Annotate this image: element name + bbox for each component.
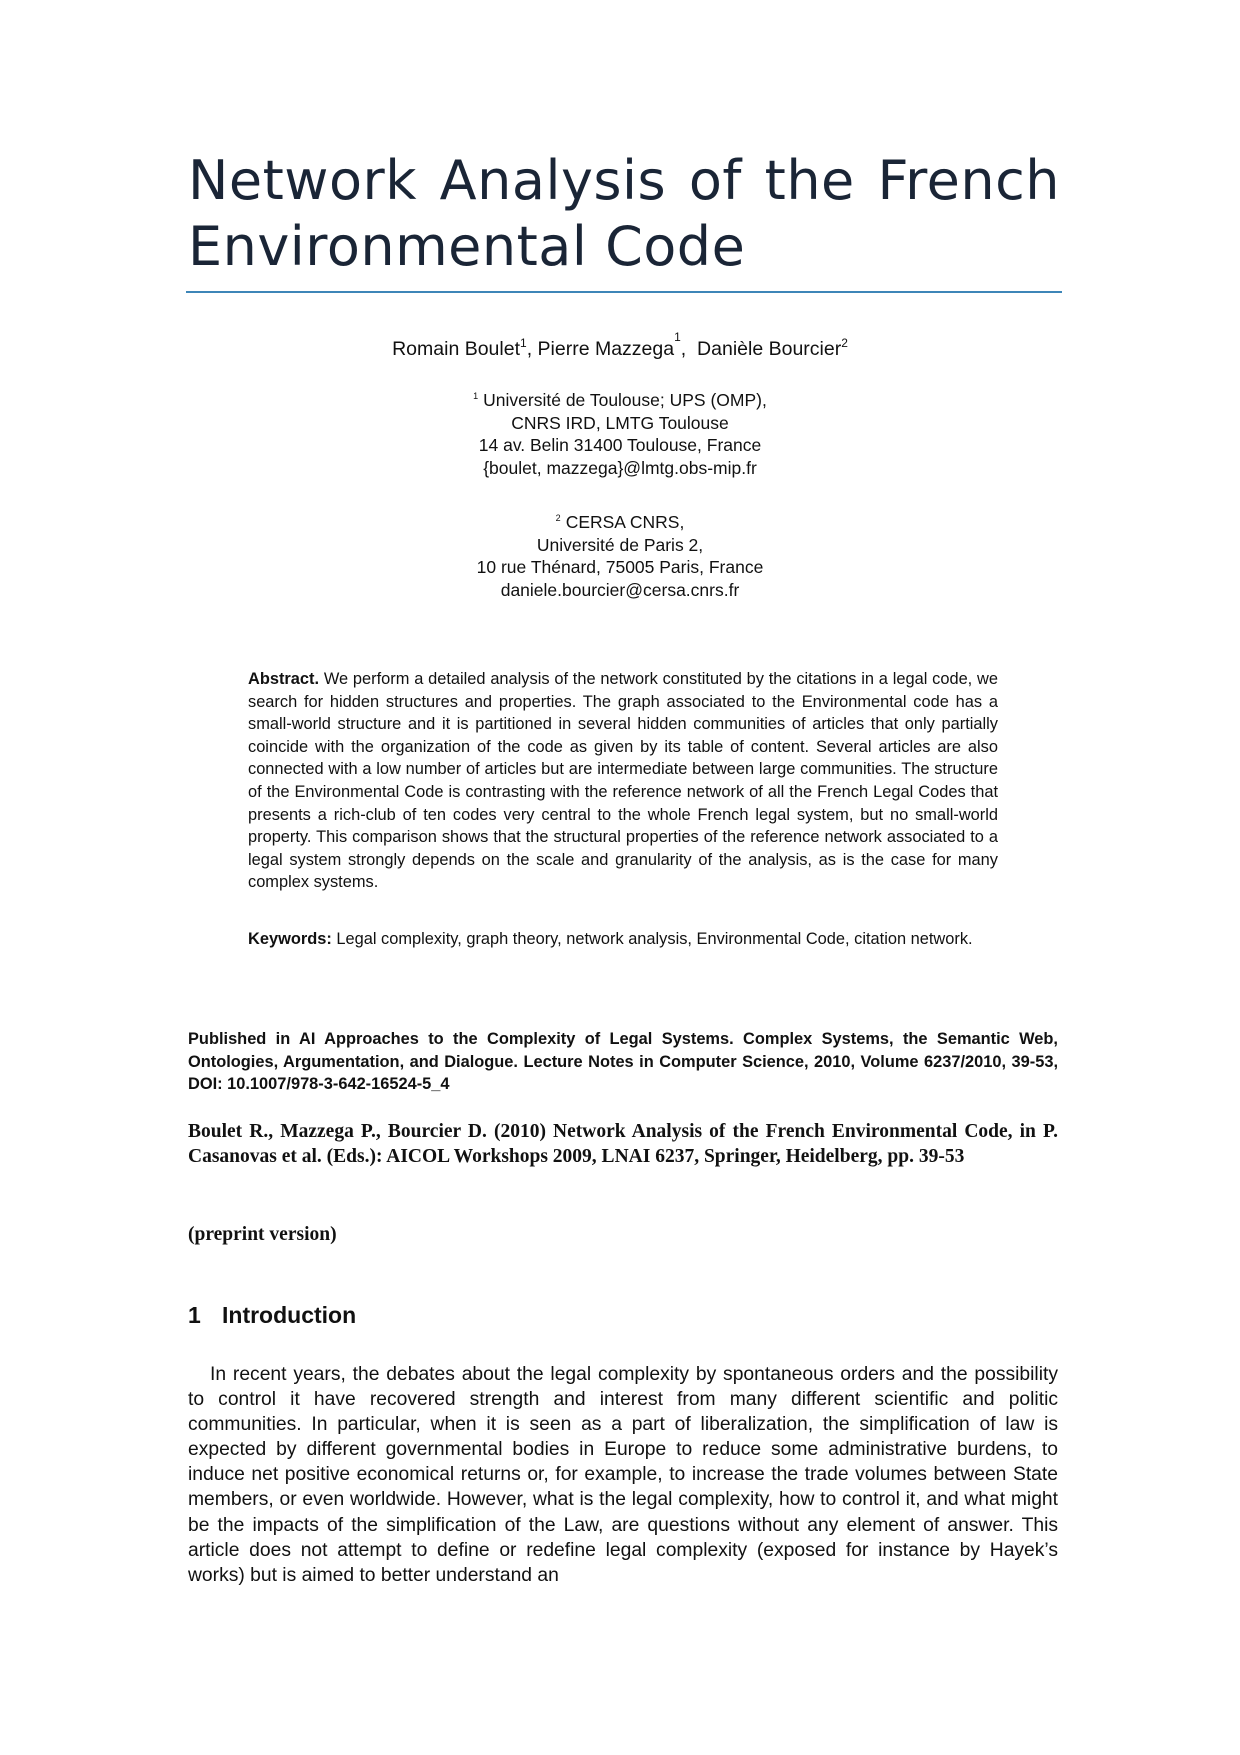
citation-reference: Boulet R., Mazzega P., Bourcier D. (2010) Network Analysis of the French Environmental Code, in P. Casanovas et al. (Eds.): AICOL Workshops 2009, LNAI 6237, Springer, Heidelberg, pp. 39-53	[188, 1121, 1058, 1167]
section-title: Introduction	[222, 1302, 357, 1328]
affiliation-1-line-1: $^1$ Université de Toulouse; UPS (OMP),	[473, 390, 767, 410]
intro-text: In recent years, the debates about the legal complexity by spontaneous orders and the possibility to control it have recovered strength and interest from many different scientific and politic communities. In particular, when it is seen as a part of liberalization, the simplification of law is expected by different governmental bodies in Europe to reduce some administrative burdens, to induce net positive economical returns or, for example, to increase the trade volumes between State members, or even worldwide. However, what is the legal complexity, how to control it, and what might be the impacts of the simplification of the Law, are questions without any element of answer. This article does not attempt to define or redefine legal complexity (exposed for instance by Hayek’s works) but is aimed to better understand an	[188, 1364, 1058, 1586]
keywords-label: Keywords:	[248, 930, 332, 948]
affiliation-1-line-2: CNRS IRD, LMTG Toulouse	[511, 412, 729, 433]
section-number: 1	[188, 1302, 201, 1328]
section-heading	[188, 1302, 356, 1329]
keywords	[248, 928, 998, 951]
preprint-label: (preprint version)	[188, 1224, 337, 1245]
affiliation-1	[0, 385, 1240, 479]
author-list: Romain Boulet$^1$, Pierre Mazzega$^1$, Danièle Bourcier$^2$	[392, 330, 848, 360]
author-2-affil: 1	[674, 330, 681, 344]
paper-title	[188, 148, 1060, 280]
abstract	[248, 668, 998, 894]
affiliation-2-sup: 2	[555, 513, 561, 523]
author-3: Danièle Bourcier	[697, 338, 842, 360]
title-line-2: Environmental Code	[188, 215, 746, 278]
keywords-text: Legal complexity, graph theory, network analysis, Environmental Code, citation network.	[336, 930, 973, 948]
author-2: Pierre Mazzega	[537, 338, 675, 360]
abstract-label: Abstract.	[248, 670, 320, 688]
affiliation-2-line-2: Université de Paris 2,	[536, 534, 704, 555]
title-line-1: Network Analysis of the French	[188, 149, 1060, 212]
affiliation-1-sup: 1	[473, 391, 479, 401]
affiliation-1-email: {boulet, mazzega}@lmtg.obs-mip.fr	[483, 457, 757, 478]
author-1-affil: 1	[520, 336, 527, 350]
title-divider	[186, 291, 1062, 293]
affiliation-1-line-3: 14 av. Belin 31400 Toulouse, France	[478, 435, 762, 455]
publication-note: Published in AI Approaches to the Complexity of Legal Systems. Complex Systems, the Semantic Web, Ontologies, Argumentation, and Dialogue. Lecture Notes in Computer Science, 2010, Volume 6237/2010, 39-53, DOI: 10.1007/978-3-642-16524-5_4	[188, 1030, 1058, 1093]
author-1: Romain Boulet	[392, 338, 520, 360]
author-3-affil: 2	[841, 336, 848, 350]
abstract-text: We perform a detailed analysis of the network constituted by the citations in a legal code, we search for hidden structures and properties. The graph associated to the Environmental code has a small-world structure and it is partitioned in several hidden communities of articles that only partially coincide with the organization of the code as given by its table of content. Several articles are also connected with a low number of articles but are intermediate between large communities. The structure of the Environmental Code is contrasting with the reference network of all the French Legal Codes that presents a rich-club of ten codes very central to the whole French legal system, but no small-world property. This comparison shows that the structural properties of the reference network associated to a legal system strongly depends on the scale and granularity of the analysis, as is the case for many complex systems.	[248, 670, 998, 892]
affiliation-2-email: daniele.bourcier@cersa.cnrs.fr	[500, 579, 740, 600]
affiliation-2-line-3: 10 rue Thénard, 75005 Paris, France	[476, 557, 764, 577]
affiliation-2-line-1: $^2$ CERSA CNRS,	[555, 512, 685, 532]
affiliation-2	[0, 507, 1240, 601]
intro-paragraph	[188, 1362, 1058, 1588]
